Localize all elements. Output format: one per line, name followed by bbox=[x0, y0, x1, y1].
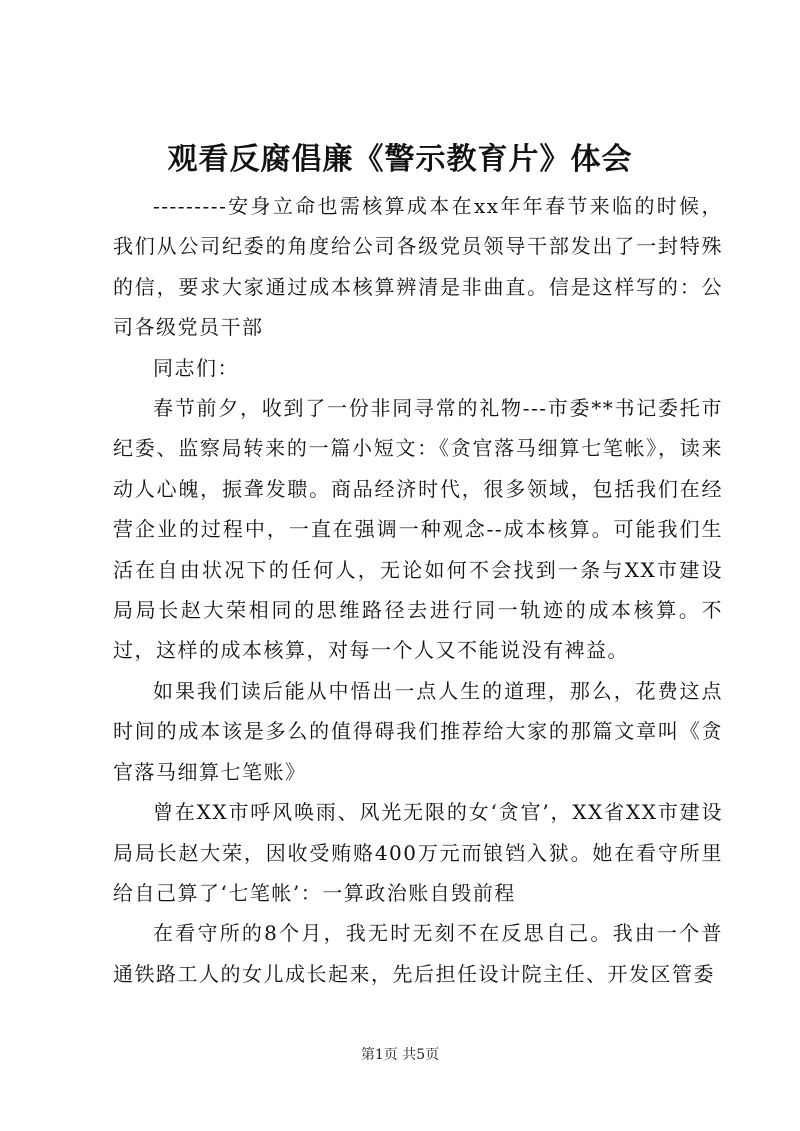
paragraph: 在看守所的8个月，我无时无刻不在反思自己。我由一个普通铁路工人的女儿成长起来，先后担任设计院主任、开发区管委 bbox=[113, 921, 723, 986]
paragraph: 同志们： bbox=[153, 355, 239, 380]
document-title: 观看反腐倡廉《警示教育片》体会 bbox=[167, 142, 633, 177]
paragraph: ---------安身立命也需核算成本在xx年年春节来临的时候，我们从公司纪委的角度给公司各级党员领导干部发出了一封特殊的信，要求大家通过成本核算辨清是非曲直。信是这样写的：公司各级党员干部 bbox=[113, 194, 723, 340]
paragraph: 春节前夕，收到了一份非同寻常的礼物---市委**书记委托市纪委、监察局转来的一篇小短文：《贪官落马细算七笔帐》，读来动人心魄，振聋发聩。商品经济时代，很多领域，包括我们在经营企业的过程中，一直在强调一种观念--成本核算。可能我们生活在自由状况下的任何人，无论如何不会找到一条与XX市建设局局长赵大荣相同的思维路径去进行同一轨迹的成本核算。不过，这样的成本核算，对每一个人又不能说没有裨益。 bbox=[113, 396, 723, 663]
paragraph: 如果我们读后能从中悟出一点人生的道理，那么，花费这点时间的成本该是多么的值得碍我们推荐给大家的那篇文章叫《贪官落马细算七笔账》 bbox=[113, 678, 723, 784]
page-footer: 第1页 共5页 bbox=[360, 1047, 440, 1063]
paragraph: 曾在XX市呼风唤雨、风光无限的女‘贪官’，XX省XX市建设局局长赵大荣，因收受贿赂400万元而锒铛入狱。她在看守所里给自己算了‘七笔帐’：一算政治账自毁前程 bbox=[113, 800, 723, 905]
document-body bbox=[113, 186, 723, 994]
